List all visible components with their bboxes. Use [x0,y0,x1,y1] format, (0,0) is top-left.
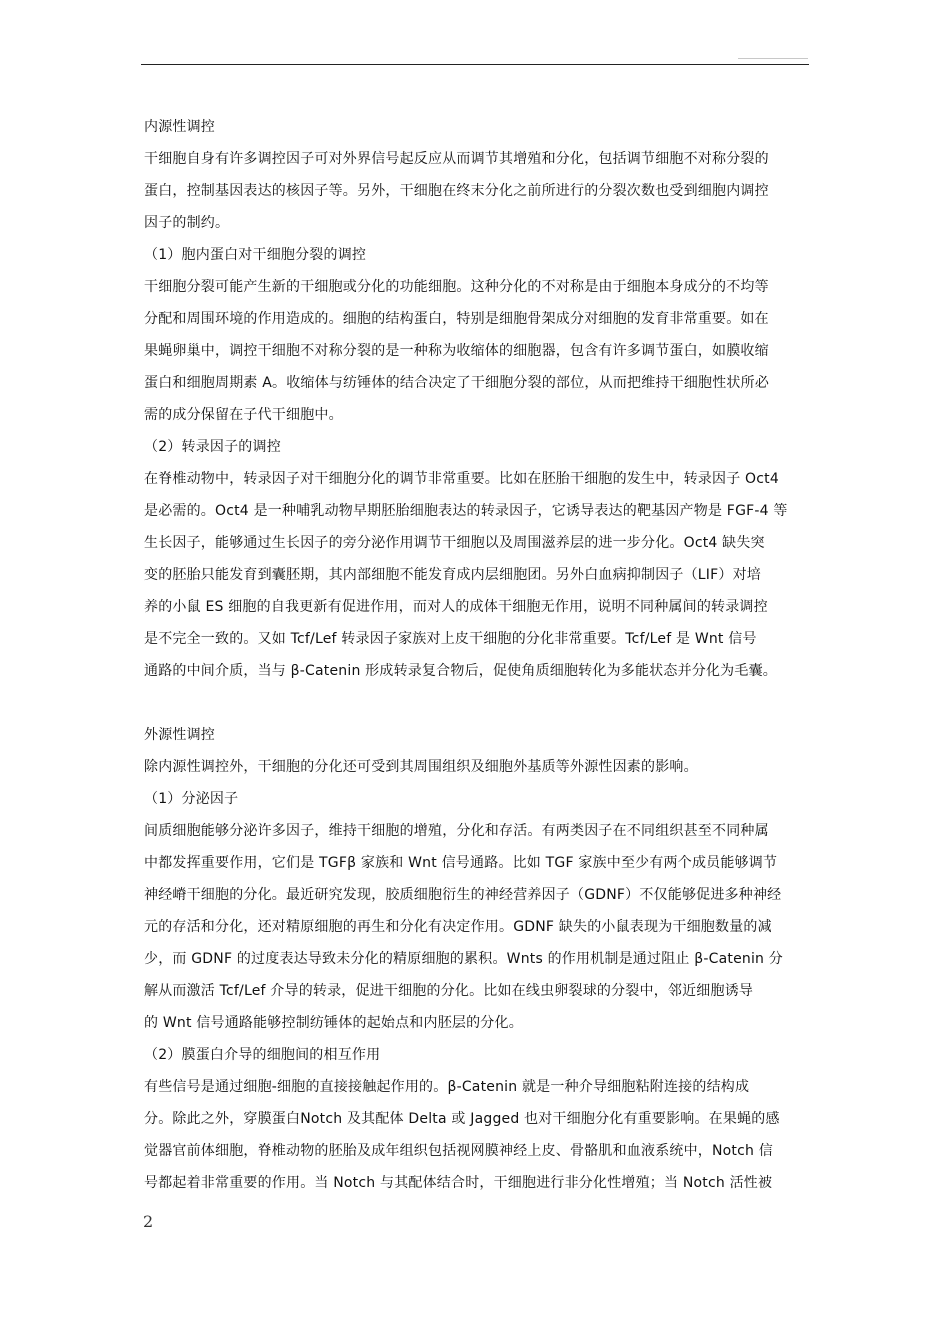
paragraph-line: 是必需的。Oct4 是一种哺乳动物早期胚胎细胞表达的转录因子，它诱导表达的靶基因产物是 FGF-4 等 [144,503,788,519]
paragraph-line: 的 Wnt 信号通路能够控制纺锤体的起始点和内胚层的分化。 [144,1015,523,1031]
paragraph-line: 觉器官前体细胞，脊椎动物的胚胎及成年组织包括视网膜神经上皮、骨骼肌和血液系统中，Notch 信 [144,1143,773,1159]
paragraph-line: 间质细胞能够分泌许多因子，维持干细胞的增殖，分化和存活。有两类因子在不同组织甚至不同种属 [144,823,769,839]
paragraph-line: 蛋白，控制基因表达的核因子等。另外，干细胞在终末分化之前所进行的分裂次数也受到细胞内调控 [144,183,769,199]
paragraph-line: 干细胞分裂可能产生新的干细胞或分化的功能细胞。这种分化的不对称是由于细胞本身成分的不均等 [144,279,769,295]
header-rule [141,64,809,65]
section-spacer [144,687,810,719]
paragraph-line: 蛋白和细胞周期素 A。收缩体与纺锤体的结合决定了干细胞分裂的部位，从而把维持干细胞性状所必 [144,375,770,391]
paragraph-line: 果蝇卵巢中，调控干细胞不对称分裂的是一种称为收缩体的细胞器，包含有许多调节蛋白，如膜收缩 [144,343,769,359]
paragraph-line: 分配和周围环境的作用造成的。细胞的结构蛋白，特别是细胞骨架成分对细胞的发育非常重要。如在 [144,311,769,327]
paragraph-line: 因子的制约。 [144,215,230,231]
paragraph-line: 神经嵴干细胞的分化。最近研究发现，胶质细胞衍生的神经营养因子（GDNF）不仅能够促进多种神经 [144,887,782,903]
subheading-secreted-factors: （1）分泌因子 [144,791,239,807]
paragraph-line: 少，而 GDNF 的过度表达导致未分化的精原细胞的累积。Wnts 的作用机制是通过阻止 β-Catenin 分 [144,951,783,967]
paragraph-line: 中都发挥重要作用，它们是 TGFβ 家族和 Wnt 信号通路。比如 TGF 家族中至少有两个成员能够调节 [144,855,778,871]
subheading-intracellular-proteins: （1）胞内蛋白对干细胞分裂的调控 [144,247,367,263]
paragraph-line: 变的胚胎只能发育到囊胚期，其内部细胞不能发育成内层细胞团。另外白血病抑制因子（LIF）对培 [144,567,761,583]
paragraph-line: 元的存活和分化，还对精原细胞的再生和分化有决定作用。GDNF 缺失的小鼠表现为干细胞数量的减 [144,919,772,935]
paragraph-line: 干细胞自身有许多调控因子可对外界信号起反应从而调节其增殖和分化，包括调节细胞不对称分裂的 [144,151,769,167]
paragraph-line: 除内源性调控外，干细胞的分化还可受到其周围组织及细胞外基质等外源性因素的影响。 [144,759,698,775]
section-heading-endogenous: 内源性调控 [144,119,215,135]
paragraph-line: 通路的中间介质，当与 β-Catenin 形成转录复合物后，促使角质细胞转化为多能状态并分化为毛囊。 [144,663,777,679]
paragraph-line: 分。除此之外，穿膜蛋白Notch 及其配体 Delta 或 Jagged 也对干细胞分化有重要影响。在果蝇的感 [144,1111,780,1127]
paragraph-line: 解从而激活 Tcf/Lef 介导的转录，促进干细胞的分化。比如在线虫卵裂球的分裂中，邻近细胞诱导 [144,983,754,999]
page-number: 2 [143,1212,154,1231]
subheading-transcription-factors: （2）转录因子的调控 [144,439,281,455]
paragraph-line: 养的小鼠 ES 细胞的自我更新有促进作用，而对人的成体干细胞无作用，说明不同种属间的转录调控 [144,599,768,615]
paragraph-line: 生长因子，能够通过生长因子的旁分泌作用调节干细胞以及周围滋养层的进一步分化。Oct4 缺失突 [144,535,765,551]
paragraph-line: 号都起着非常重要的作用。当 Notch 与其配体结合时，干细胞进行非分化性增殖；当 Notch 活性被 [144,1175,773,1191]
header-accent-rule [738,58,808,59]
subheading-membrane-protein-interactions: （2）膜蛋白介导的细胞间的相互作用 [144,1047,381,1063]
paragraph-line: 在脊椎动物中，转录因子对干细胞分化的调节非常重要。比如在胚胎干细胞的发生中，转录因子 Oct4 [144,471,779,487]
paragraph-line: 是不完全一致的。又如 Tcf/Lef 转录因子家族对上皮干细胞的分化非常重要。Tcf/Lef 是 Wnt 信号 [144,631,757,647]
section-heading-exogenous: 外源性调控 [144,727,215,743]
paragraph-line: 需的成分保留在子代干细胞中。 [144,407,343,423]
document-body [144,111,810,1199]
paragraph-line: 有些信号是通过细胞-细胞的直接接触起作用的。β-Catenin 就是一种介导细胞粘附连接的结构成 [144,1079,750,1095]
